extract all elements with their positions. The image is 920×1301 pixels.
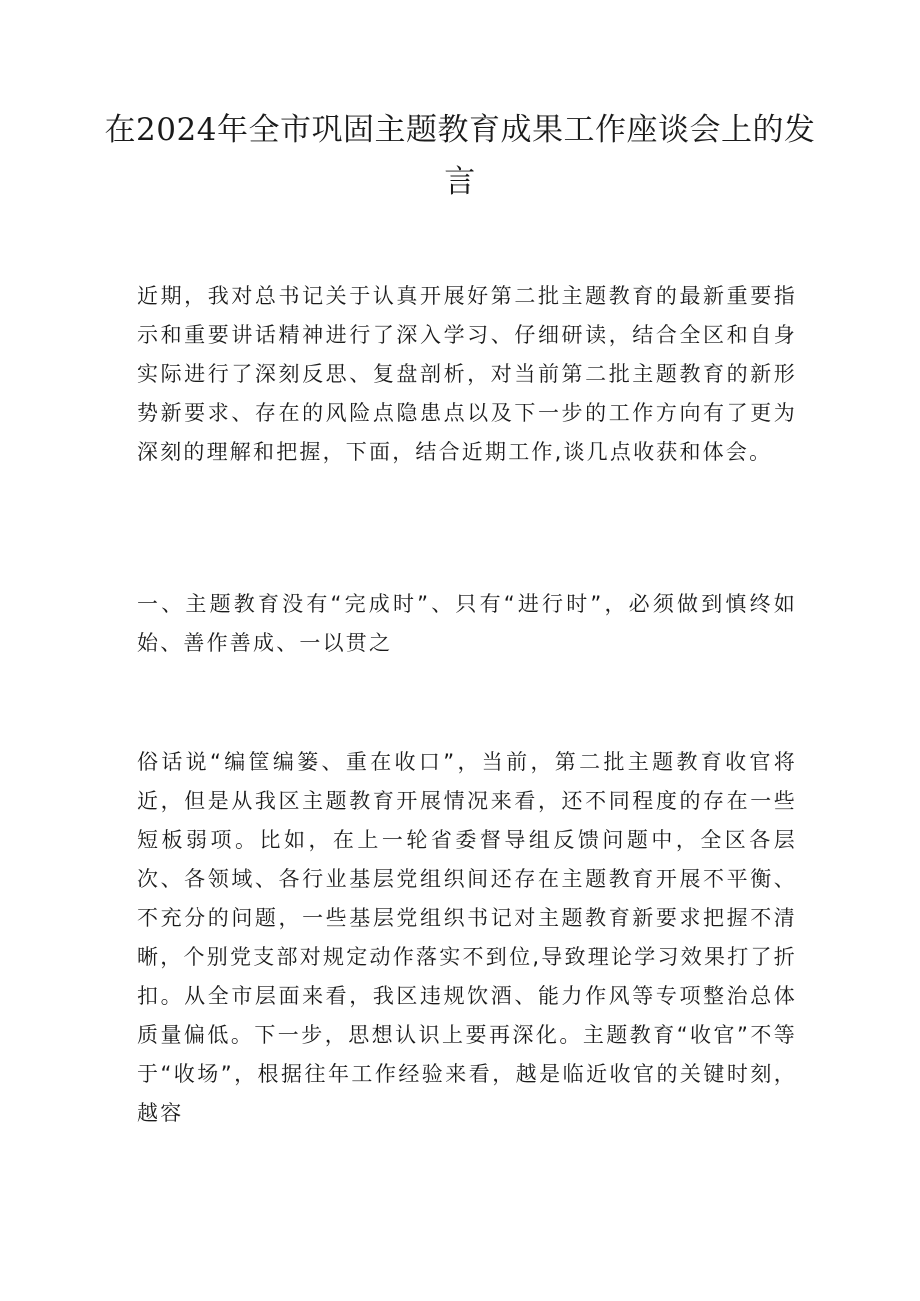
paragraph-intro: 近期，我对总书记关于认真开展好第二批主题教育的最新重要指示和重要讲话精神进行了深入学习、仔细研读，结合全区和自身实际进行了深刻反思、复盘剖析，对当前第二批主题教育的新形势新要求、存在的风险点隐患点以及下一步的工作方向有了更为深刻的理解和把握，下面，结合近期工作,谈几点收获和体会。 (137, 284, 797, 464)
document-title: 在2024年全市巩固主题教育成果工作座谈会上的发言 (104, 112, 816, 200)
section-heading-1: 一、主题教育没有“完成时”、只有“进行时”，必须做到慎终如始、善作善成、一以贯之 (137, 592, 797, 655)
paragraph-body: 俗话说“编筐编篓、重在收口”，当前，第二批主题教育收官将近，但是从我区主题教育开展情况来看，还不同程度的存在一些短板弱项。比如，在上一轮省委督导组反馈问题中，全区各层次、各领域、各行业基层党组织间还存在主题教育开展不平衡、不充分的问题，一些基层党组织书记对主题教育新要求把握不清晰，个别党支部对规定动作落实不到位,导致理论学习效果打了折扣。从全市层面来看，我区违规饮酒、能力作风等专项整治总体质量偏低。下一步，思想认识上要再深化。主题教育“收官”不等于“收场”，根据往年工作经验来看，越是临近收官的关键时刻，越容 (137, 750, 797, 1125)
